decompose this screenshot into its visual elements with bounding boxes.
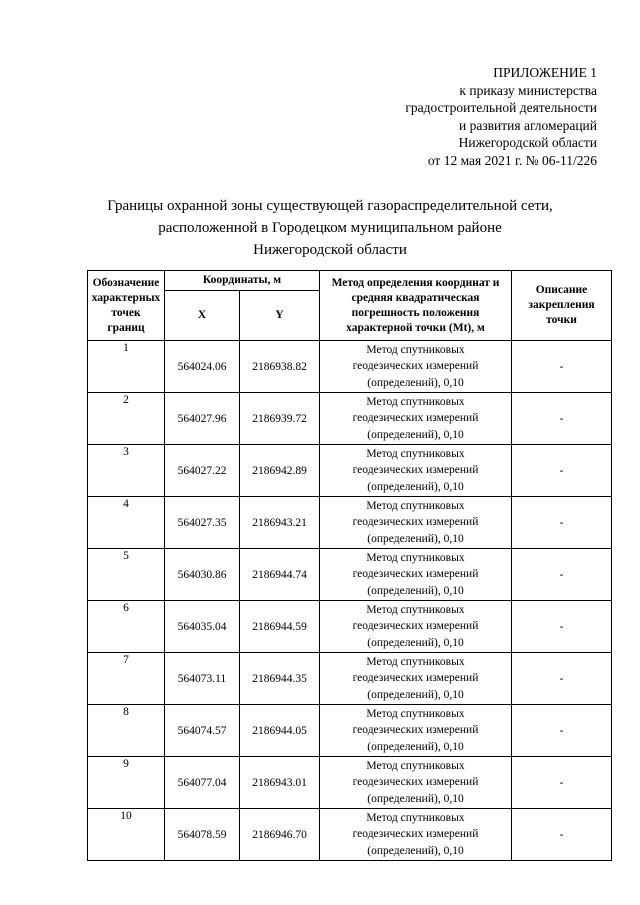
header-method-line: Метод определения координат и [331,276,500,289]
coord-y: 2186944.05 [240,705,320,757]
header-point-line: границ [107,321,145,334]
point-description: - [512,549,612,601]
method-line: Метод спутниковых [366,603,465,616]
method-line: геодезических измерений [352,776,479,789]
point-number: 5 [88,549,165,601]
header-desc-line: Описание [535,284,588,296]
appendix-line: градостроительной деятельности [405,100,597,115]
point-description: - [512,497,612,549]
method-line: геодезических измерений [352,828,479,841]
coord-y: 2186943.21 [240,497,320,549]
point-number: 7 [88,653,165,705]
method-line: (определений), 0,10 [367,792,464,805]
coord-y: 2186946.70 [240,809,320,861]
coord-y: 2186944.74 [240,549,320,601]
method-cell [320,497,512,549]
coord-y: 2186944.35 [240,653,320,705]
header-desc-line: закрепления [528,299,595,311]
table-row [88,341,612,393]
method-cell [320,393,512,445]
method-line: геодезических измерений [352,464,479,477]
coord-x: 564027.22 [165,445,240,497]
method-cell [320,549,512,601]
method-line: Метод спутниковых [366,343,465,356]
coord-x: 564027.96 [165,393,240,445]
point-description: - [512,705,612,757]
method-line: геодезических измерений [352,672,479,685]
method-line: Метод спутниковых [366,447,465,460]
header-method-line: погрешность положения [351,306,480,319]
method-line: геодезических измерений [352,568,479,581]
method-cell [320,341,512,393]
point-number: 3 [88,445,165,497]
method-line: геодезических измерений [352,360,479,373]
method-line: (определений), 0,10 [367,636,464,649]
method-cell [320,705,512,757]
coord-y: 2186939.72 [240,393,320,445]
header-description [512,271,612,341]
appendix-line: к приказу министерства [459,82,597,98]
table-row [88,601,612,653]
method-line: Метод спутниковых [366,811,465,824]
method-line: (определений), 0,10 [367,688,464,701]
title-line: Нижегородской области [253,242,407,258]
method-line: (определений), 0,10 [367,428,464,441]
method-line: (определений), 0,10 [367,376,464,389]
coord-y: 2186944.59 [240,601,320,653]
method-line: геодезических измерений [352,516,479,529]
appendix-header [405,64,597,169]
method-line: геодезических измерений [352,412,479,425]
coordinates-table [87,270,612,861]
point-number: 2 [88,393,165,445]
method-line: геодезических измерений [352,620,479,633]
appendix-line: Нижегородской области [458,135,597,150]
title-line: Границы охранной зоны существующей газораспределительной сети, [107,198,553,214]
coord-x: 564030.86 [165,549,240,601]
appendix-line: и развития агломераций [458,117,597,133]
point-description: - [512,809,612,861]
method-line: (определений), 0,10 [367,532,464,545]
header-desc-line: точки [546,314,577,326]
document-title [60,195,600,261]
coord-y: 2186943.01 [240,757,320,809]
coord-x: 564035.04 [165,601,240,653]
point-description: - [512,445,612,497]
method-line: геодезических измерений [352,724,479,737]
coord-x: 564024.06 [165,341,240,393]
header-method-line: характерной точки (Mt), м [346,321,485,334]
appendix-title: ПРИЛОЖЕНИЕ 1 [493,65,597,80]
table-body [88,341,612,861]
table-row [88,757,612,809]
point-description: - [512,341,612,393]
method-line: Метод спутниковых [366,551,465,564]
coord-x: 564078.59 [165,809,240,861]
coord-x: 564077.04 [165,757,240,809]
method-cell [320,601,512,653]
method-line: (определений), 0,10 [367,844,464,857]
header-method-line: средняя квадратическая [351,291,480,304]
point-number: 6 [88,601,165,653]
table-row [88,497,612,549]
table-row [88,549,612,601]
method-cell [320,445,512,497]
point-number: 4 [88,497,165,549]
point-number: 1 [88,341,165,393]
table-row [88,393,612,445]
method-line: Метод спутниковых [366,395,465,408]
table-row [88,653,612,705]
header-point-line: характерных [91,291,161,304]
point-number: 9 [88,757,165,809]
method-line: Метод спутниковых [366,655,465,668]
header-point-line: Обозначение [92,276,160,289]
table-row [88,445,612,497]
coord-y: 2186938.82 [240,341,320,393]
header-point-line: точек [111,306,141,319]
method-line: Метод спутниковых [366,707,465,720]
point-number: 10 [88,809,165,861]
coord-x: 564073.11 [165,653,240,705]
table-row [88,705,612,757]
header-method [320,271,512,341]
method-line: Метод спутниковых [366,759,465,772]
method-cell [320,757,512,809]
point-description: - [512,653,612,705]
coord-x: 564074.57 [165,705,240,757]
method-line: (определений), 0,10 [367,480,464,493]
header-point [88,271,165,341]
coord-x: 564027.35 [165,497,240,549]
point-number: 8 [88,705,165,757]
coord-y: 2186942.89 [240,445,320,497]
title-line: расположенной в Городецком муниципальном районе [158,220,502,236]
point-description: - [512,757,612,809]
point-description: - [512,601,612,653]
method-cell [320,653,512,705]
appendix-order-date: от 12 мая 2021 г. № 06-11/226 [427,152,597,168]
method-line: (определений), 0,10 [367,584,464,597]
method-cell [320,809,512,861]
point-description: - [512,393,612,445]
table-header-row [88,271,612,291]
header-x: X [165,291,240,341]
header-y: Y [240,291,320,341]
header-coordinates: Координаты, м [165,271,320,291]
table-row [88,809,612,861]
method-line: Метод спутниковых [366,499,465,512]
method-line: (определений), 0,10 [367,740,464,753]
